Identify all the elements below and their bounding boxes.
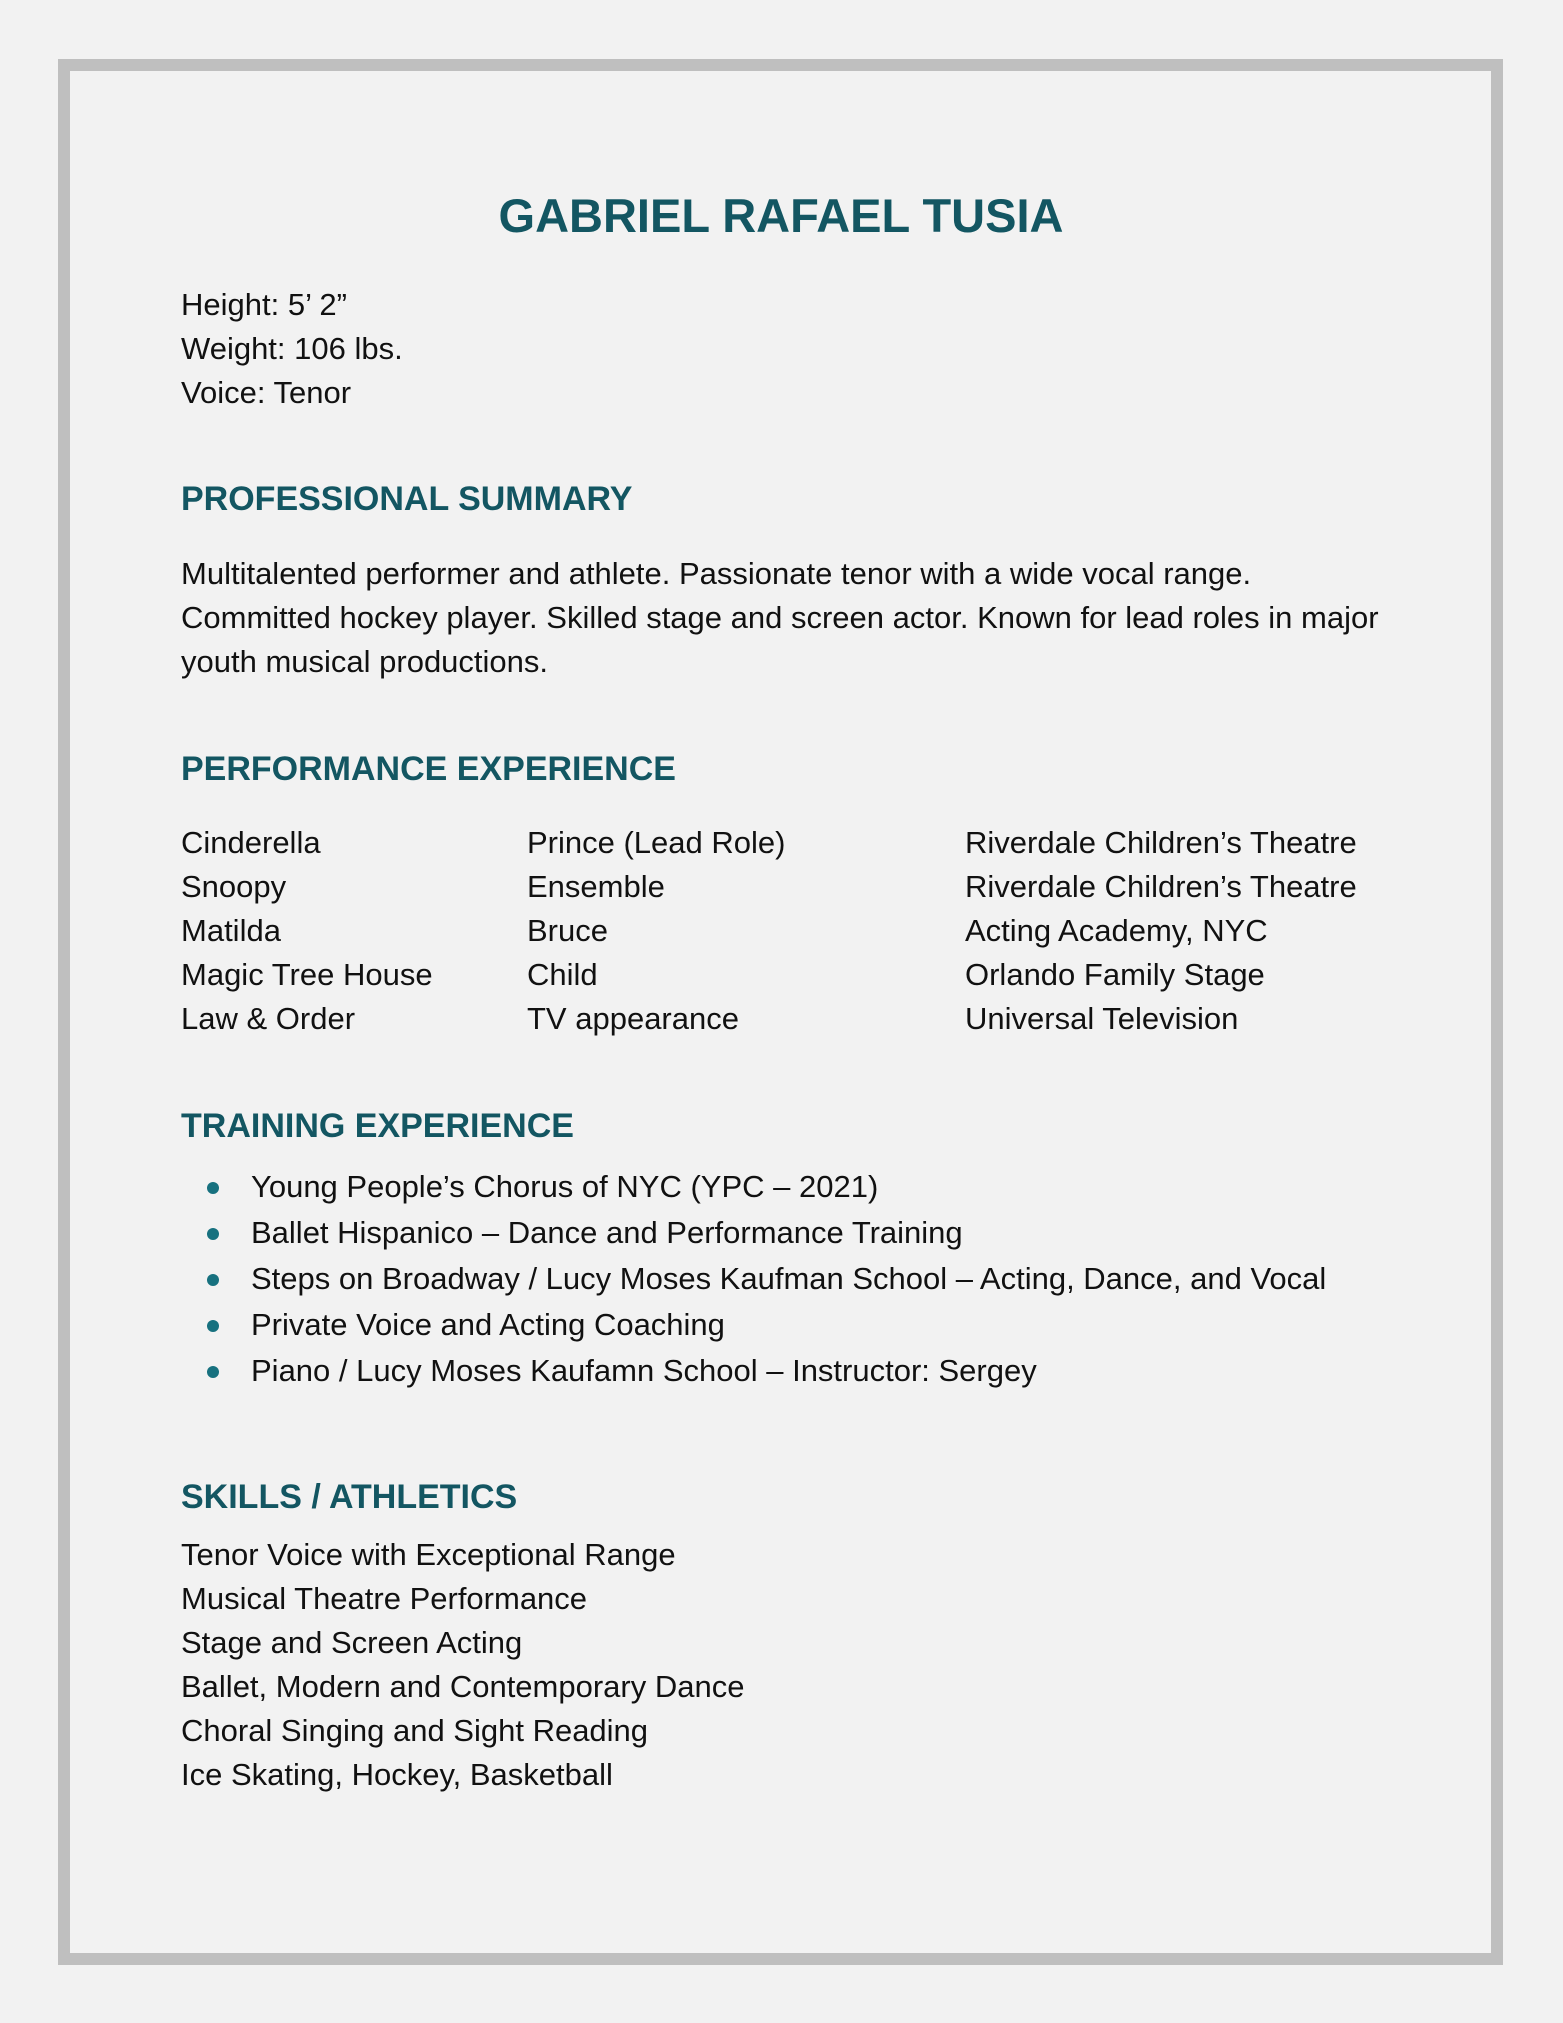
table-row <box>181 865 1357 909</box>
skill-item: Musical Theatre Performance <box>181 1581 588 1616</box>
skill-item: Tenor Voice with Exceptional Range <box>181 1537 676 1572</box>
voice-stat: Voice: Tenor <box>181 375 352 410</box>
training-item-text: Steps on Broadway / Lucy Moses Kaufman School – Acting, Dance, and Vocal <box>251 1261 1327 1296</box>
height-stat: Height: 5’ 2” <box>181 287 347 322</box>
performance-experience-heading: PERFORMANCE EXPERIENCE <box>181 750 676 788</box>
skill-item: Choral Singing and Sight Reading <box>181 1713 649 1748</box>
professional-summary-heading: PROFESSIONAL SUMMARY <box>181 480 633 518</box>
skills-list <box>181 1533 744 1797</box>
list-item <box>181 1164 1326 1210</box>
venue-cell: Riverdale Children’s Theatre <box>965 825 1357 860</box>
production-cell: Law & Order <box>181 1001 356 1036</box>
role-cell: Child <box>527 957 598 992</box>
training-item-text: Ballet Hispanico – Dance and Performance Training <box>251 1215 963 1250</box>
production-cell: Matilda <box>181 913 281 948</box>
venue-cell: Universal Television <box>965 1001 1239 1036</box>
training-list <box>181 1164 1326 1394</box>
skill-item: Stage and Screen Acting <box>181 1625 523 1660</box>
training-item-text: Piano / Lucy Moses Kaufamn School – Instructor: Sergey <box>251 1353 1037 1388</box>
list-item <box>181 1210 1326 1256</box>
venue-cell: Riverdale Children’s Theatre <box>965 869 1357 904</box>
venue-cell: Acting Academy, NYC <box>965 913 1268 948</box>
training-experience-heading: TRAINING EXPERIENCE <box>181 1107 574 1145</box>
table-row <box>181 997 1357 1041</box>
skill-item: Ballet, Modern and Contemporary Dance <box>181 1669 745 1704</box>
role-cell: Prince (Lead Role) <box>527 825 786 860</box>
professional-summary-text: Multitalented performer and athlete. Passionate tenor with a wide vocal range. Committed hockey player. Skilled stage and screen actor. Known for lead roles in major youth musical productions. <box>181 556 1379 679</box>
performance-table <box>181 821 1357 1041</box>
role-cell: TV appearance <box>527 1001 739 1036</box>
role-cell: Ensemble <box>527 869 665 904</box>
bullet-icon <box>207 1228 219 1240</box>
weight-stat: Weight: 106 lbs. <box>181 331 403 366</box>
training-item-text: Private Voice and Acting Coaching <box>251 1307 725 1342</box>
skills-athletics-heading: SKILLS / ATHLETICS <box>181 1478 518 1516</box>
candidate-name: GABRIEL RAFAEL TUSIA <box>498 189 1064 242</box>
bullet-icon <box>207 1274 219 1286</box>
table-row <box>181 821 1357 865</box>
role-cell: Bruce <box>527 913 608 948</box>
production-cell: Snoopy <box>181 869 287 904</box>
production-cell: Cinderella <box>181 825 321 860</box>
skill-item: Ice Skating, Hockey, Basketball <box>181 1757 613 1792</box>
list-item <box>181 1348 1326 1394</box>
bullet-icon <box>207 1366 219 1378</box>
production-cell: Magic Tree House <box>181 957 433 992</box>
list-item <box>181 1256 1326 1302</box>
table-row <box>181 953 1357 997</box>
bullet-icon <box>207 1182 219 1194</box>
venue-cell: Orlando Family Stage <box>965 957 1265 992</box>
physical-stats <box>181 283 403 415</box>
bullet-icon <box>207 1320 219 1332</box>
table-row <box>181 909 1357 953</box>
training-item-text: Young People’s Chorus of NYC (YPC – 2021) <box>251 1169 879 1204</box>
list-item <box>181 1302 1326 1348</box>
